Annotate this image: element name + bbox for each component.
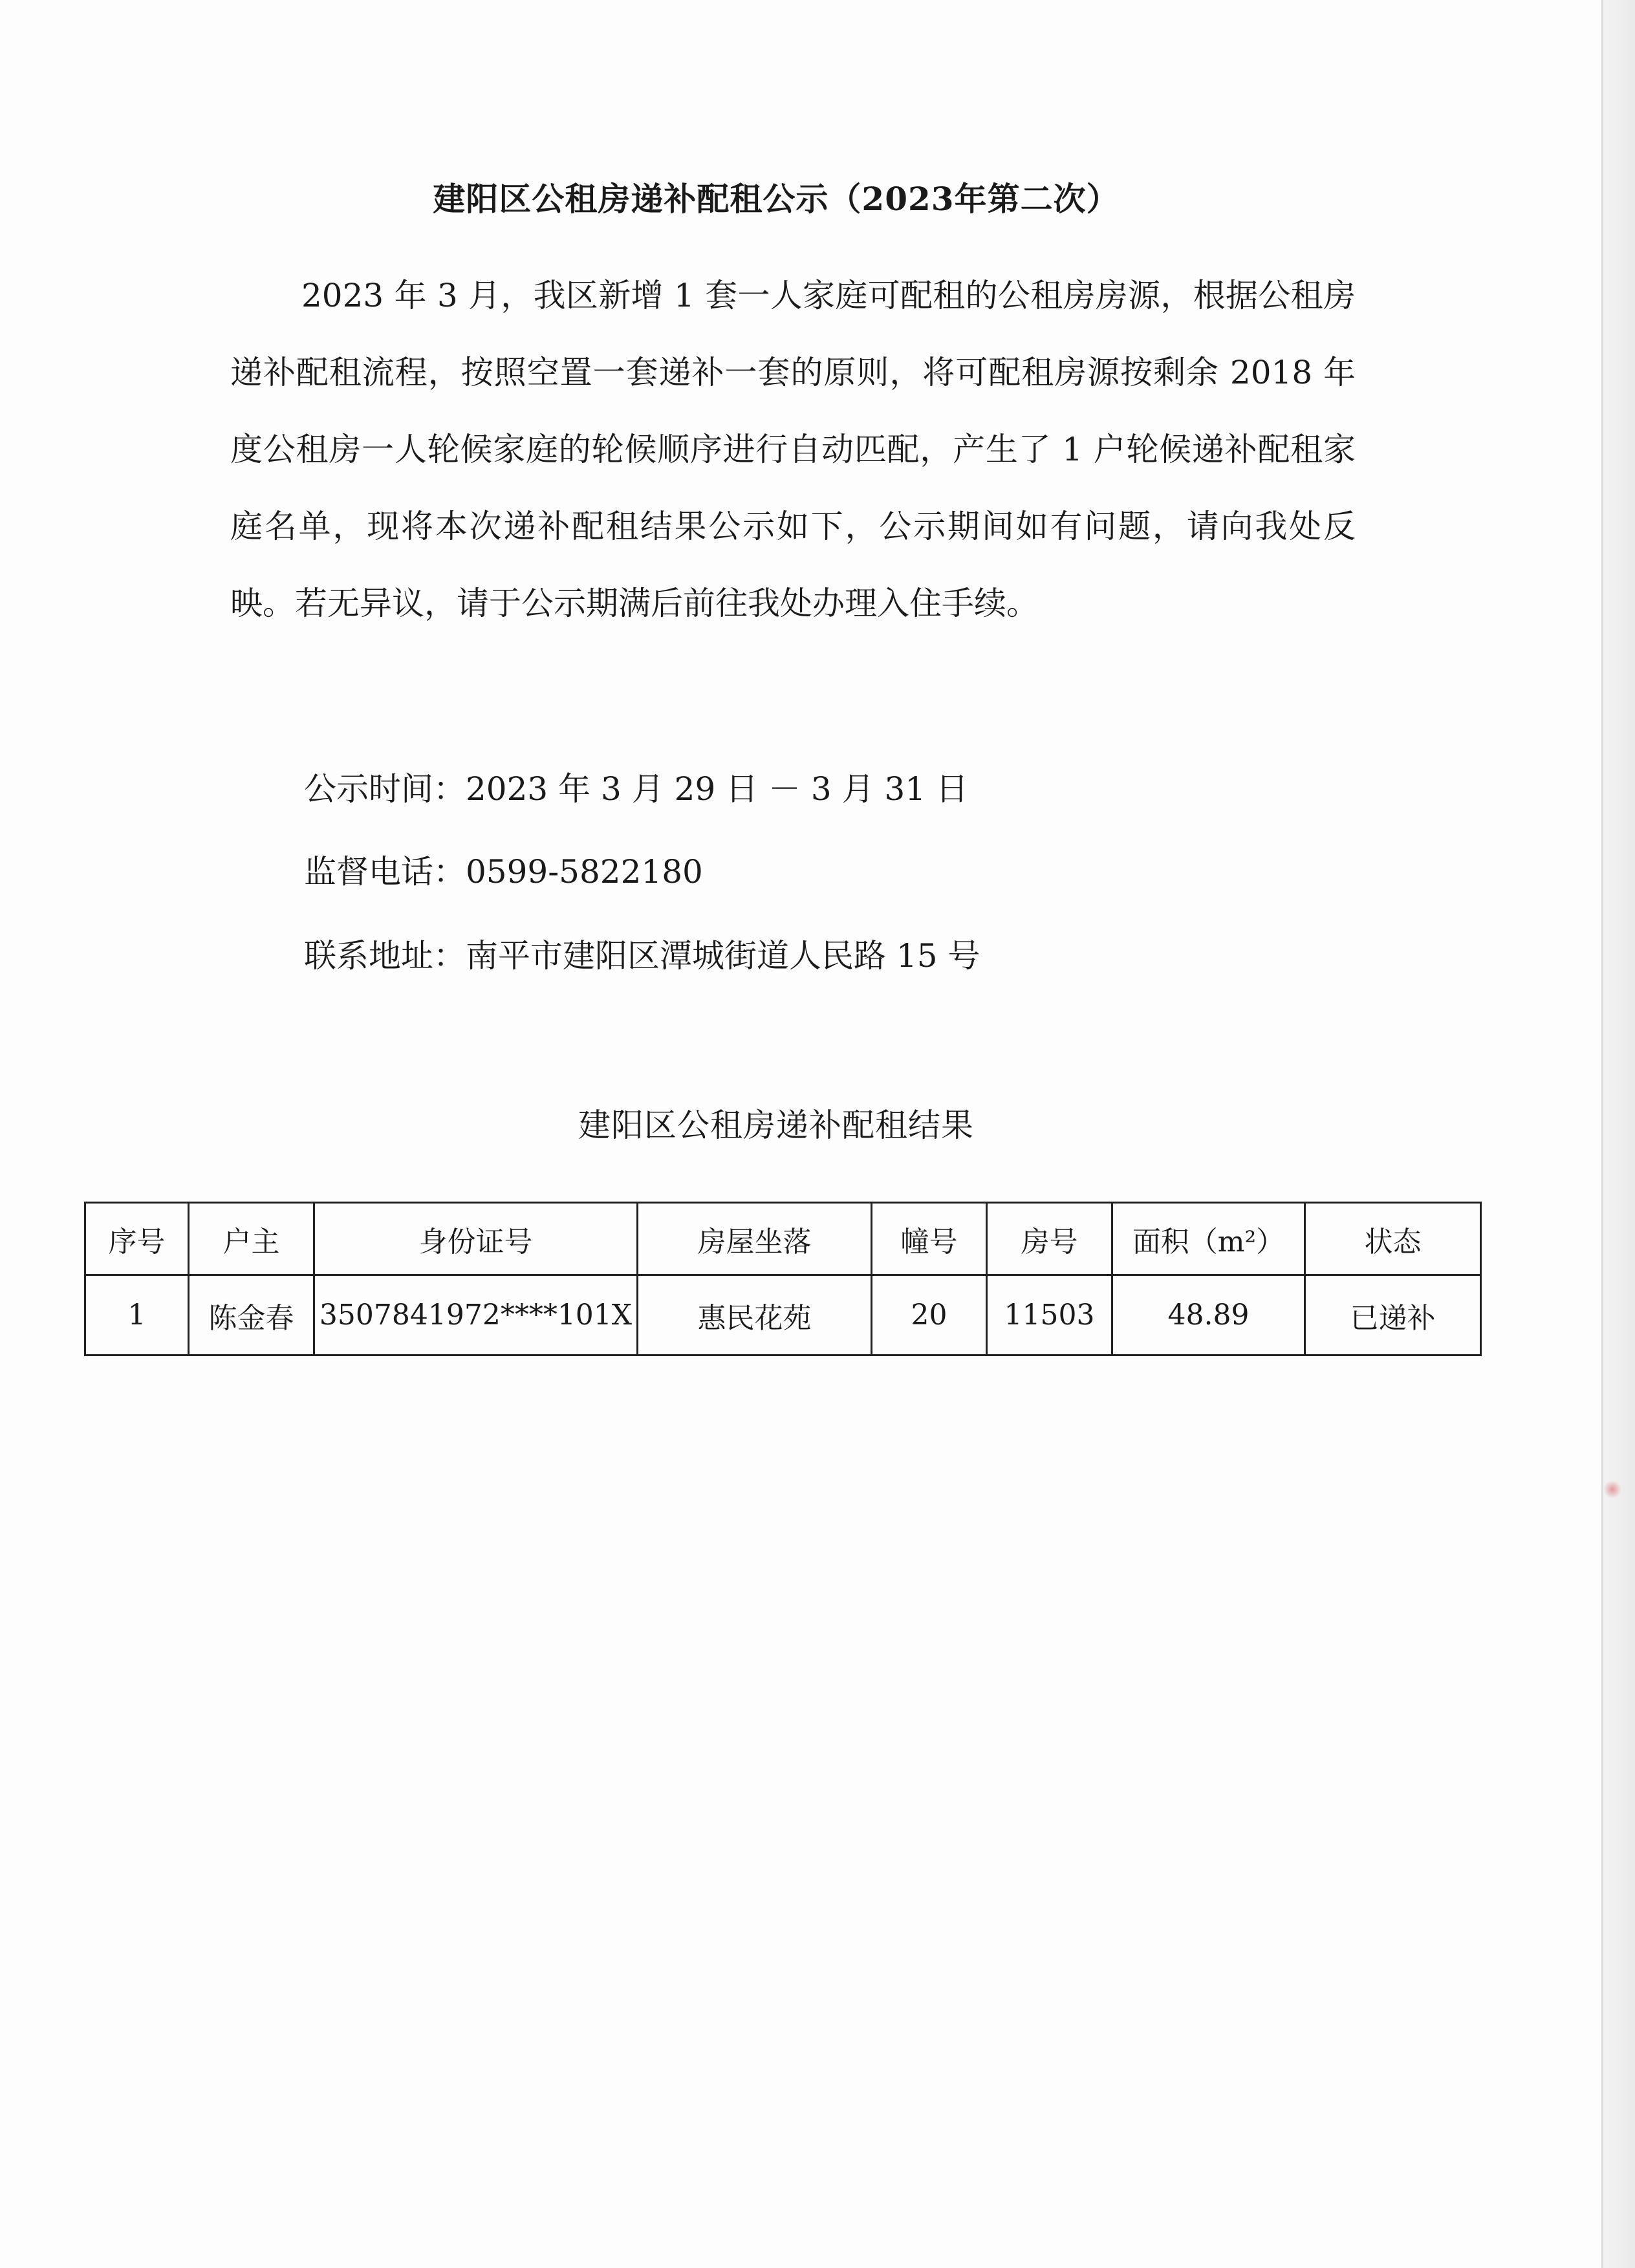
cell-building: 20 [872, 1275, 987, 1355]
header-cell-room: 房号 [987, 1203, 1112, 1275]
result-table [84, 1202, 1482, 1356]
supervision-phone: 监督电话：0599-5822180 [304, 853, 703, 891]
cell-location: 惠民花苑 [638, 1275, 872, 1355]
header-cell-building: 幢号 [872, 1203, 987, 1275]
header-cell-id-number: 身份证号 [314, 1203, 638, 1275]
table-row [85, 1275, 1481, 1355]
notice-body: 2023 年 3 月，我区新增 1 套一人家庭可配租的公租房房源，根据公租房递补配租流程，按照空置一套递补一套的原则，将可配租房源按剩余 2018 年度公租房一人轮候家庭的轮候顺序进行自动匹配，产生了 1 户轮候递补配租家庭名单，现将本次递补配租结果公示如下，公示期间如有问题，请向我处反映。若无异议，请于公示期满后前往我处办理入住手续。 [230, 277, 1356, 622]
header-cell-status: 状态 [1305, 1203, 1481, 1275]
scan-edge-line [1601, 0, 1603, 2268]
notice-time: 公示时间：2023 年 3 月 29 日 － 3 月 31 日 [304, 770, 969, 808]
table-header-row [85, 1203, 1481, 1275]
header-cell-location: 房屋坐落 [638, 1203, 872, 1275]
header-cell-area: 面积（m²） [1112, 1203, 1305, 1275]
cell-householder: 陈金春 [189, 1275, 314, 1355]
cell-status: 已递补 [1305, 1275, 1481, 1355]
cell-room: 11503 [987, 1275, 1112, 1355]
header-cell-householder: 户主 [189, 1203, 314, 1275]
cell-area: 48.89 [1112, 1275, 1305, 1355]
cell-index: 1 [85, 1275, 189, 1355]
contact-address: 联系地址：南平市建阳区潭城街道人民路 15 号 [304, 937, 980, 975]
cell-id-number: 3507841972****101X [314, 1275, 638, 1355]
ink-smudge [1603, 1481, 1622, 1498]
notice-title: 建阳区公租房递补配租公示（2023年第二次） [433, 180, 1120, 218]
table-title: 建阳区公租房递补配租结果 [578, 1107, 974, 1144]
header-cell-index: 序号 [85, 1203, 189, 1275]
scan-right-edge [1603, 0, 1635, 2268]
